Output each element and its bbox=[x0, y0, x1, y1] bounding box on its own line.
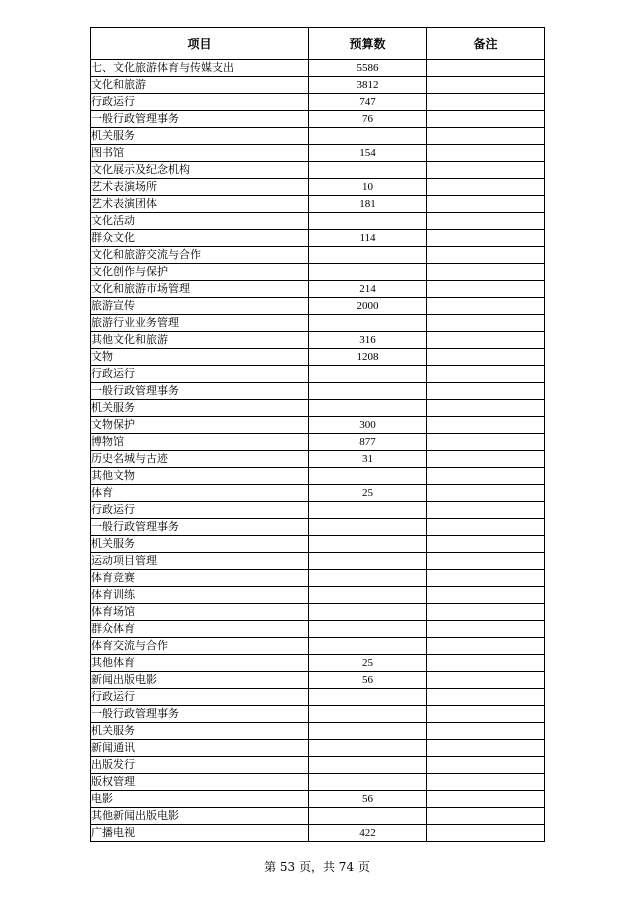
table-row bbox=[91, 604, 545, 621]
row-item-cell: 行政运行 bbox=[91, 502, 309, 519]
table-row bbox=[91, 791, 545, 808]
row-item-cell: 文化和旅游市场管理 bbox=[91, 281, 309, 298]
table-row bbox=[91, 332, 545, 349]
table-row bbox=[91, 689, 545, 706]
table-row bbox=[91, 825, 545, 842]
header-note: 备注 bbox=[427, 28, 545, 60]
table-row bbox=[91, 77, 545, 94]
row-amount-cell: 316 bbox=[309, 332, 427, 349]
row-item-cell: 文化创作与保护 bbox=[91, 264, 309, 281]
row-item-cell: 机关服务 bbox=[91, 536, 309, 553]
row-item-cell: 群众文化 bbox=[91, 230, 309, 247]
row-item-cell: 艺术表演团体 bbox=[91, 196, 309, 213]
row-amount-cell: 25 bbox=[309, 485, 427, 502]
row-item-cell: 博物馆 bbox=[91, 434, 309, 451]
table-row bbox=[91, 196, 545, 213]
table-row bbox=[91, 587, 545, 604]
row-amount-cell bbox=[309, 128, 427, 145]
row-amount-cell bbox=[309, 213, 427, 230]
row-note-cell bbox=[427, 570, 545, 587]
table-row bbox=[91, 111, 545, 128]
table-row bbox=[91, 672, 545, 689]
table-row bbox=[91, 247, 545, 264]
row-note-cell bbox=[427, 757, 545, 774]
row-note-cell bbox=[427, 536, 545, 553]
row-note-cell bbox=[427, 383, 545, 400]
row-note-cell bbox=[427, 502, 545, 519]
row-note-cell bbox=[427, 604, 545, 621]
row-amount-cell: 31 bbox=[309, 451, 427, 468]
row-amount-cell bbox=[309, 689, 427, 706]
table-row bbox=[91, 145, 545, 162]
row-note-cell bbox=[427, 468, 545, 485]
row-note-cell bbox=[427, 638, 545, 655]
row-item-cell: 文化和旅游 bbox=[91, 77, 309, 94]
header-amount: 预算数 bbox=[309, 28, 427, 60]
row-amount-cell: 3812 bbox=[309, 77, 427, 94]
table-row bbox=[91, 366, 545, 383]
row-item-cell: 旅游宣传 bbox=[91, 298, 309, 315]
row-note-cell bbox=[427, 247, 545, 264]
row-amount-cell: 214 bbox=[309, 281, 427, 298]
row-note-cell bbox=[427, 94, 545, 111]
row-note-cell bbox=[427, 808, 545, 825]
row-amount-cell bbox=[309, 757, 427, 774]
row-amount-cell bbox=[309, 774, 427, 791]
row-amount-cell bbox=[309, 706, 427, 723]
table-row bbox=[91, 230, 545, 247]
table-header-row bbox=[91, 28, 545, 60]
row-amount-cell bbox=[309, 366, 427, 383]
table-row bbox=[91, 485, 545, 502]
row-amount-cell: 1208 bbox=[309, 349, 427, 366]
row-note-cell bbox=[427, 655, 545, 672]
row-note-cell bbox=[427, 196, 545, 213]
row-note-cell bbox=[427, 417, 545, 434]
row-note-cell bbox=[427, 723, 545, 740]
row-item-cell: 机关服务 bbox=[91, 400, 309, 417]
row-amount-cell: 56 bbox=[309, 791, 427, 808]
table-row bbox=[91, 519, 545, 536]
row-note-cell bbox=[427, 281, 545, 298]
row-amount-cell: 5586 bbox=[309, 60, 427, 77]
row-note-cell bbox=[427, 264, 545, 281]
row-note-cell bbox=[427, 145, 545, 162]
row-item-cell: 机关服务 bbox=[91, 128, 309, 145]
row-amount-cell bbox=[309, 247, 427, 264]
table-row bbox=[91, 400, 545, 417]
table-row bbox=[91, 451, 545, 468]
row-note-cell bbox=[427, 111, 545, 128]
row-item-cell: 艺术表演场所 bbox=[91, 179, 309, 196]
table-row bbox=[91, 723, 545, 740]
row-item-cell: 电影 bbox=[91, 791, 309, 808]
row-item-cell: 历史名城与古迹 bbox=[91, 451, 309, 468]
row-amount-cell bbox=[309, 621, 427, 638]
row-note-cell bbox=[427, 315, 545, 332]
table-row bbox=[91, 383, 545, 400]
row-amount-cell bbox=[309, 570, 427, 587]
table-row bbox=[91, 740, 545, 757]
row-amount-cell bbox=[309, 519, 427, 536]
table-row bbox=[91, 536, 545, 553]
table-row bbox=[91, 128, 545, 145]
row-item-cell: 旅游行业业务管理 bbox=[91, 315, 309, 332]
row-amount-cell bbox=[309, 264, 427, 281]
row-item-cell: 出版发行 bbox=[91, 757, 309, 774]
row-note-cell bbox=[427, 519, 545, 536]
table-row bbox=[91, 808, 545, 825]
row-amount-cell: 2000 bbox=[309, 298, 427, 315]
row-note-cell bbox=[427, 60, 545, 77]
row-item-cell: 一般行政管理事务 bbox=[91, 706, 309, 723]
row-note-cell bbox=[427, 400, 545, 417]
row-amount-cell: 114 bbox=[309, 230, 427, 247]
row-item-cell: 机关服务 bbox=[91, 723, 309, 740]
row-note-cell bbox=[427, 230, 545, 247]
row-amount-cell bbox=[309, 468, 427, 485]
table-row bbox=[91, 621, 545, 638]
row-item-cell: 体育竞赛 bbox=[91, 570, 309, 587]
row-item-cell: 其他文化和旅游 bbox=[91, 332, 309, 349]
row-note-cell bbox=[427, 451, 545, 468]
row-note-cell bbox=[427, 485, 545, 502]
row-amount-cell: 25 bbox=[309, 655, 427, 672]
row-amount-cell: 300 bbox=[309, 417, 427, 434]
row-item-cell: 其他体育 bbox=[91, 655, 309, 672]
row-note-cell bbox=[427, 162, 545, 179]
row-note-cell bbox=[427, 587, 545, 604]
row-amount-cell bbox=[309, 162, 427, 179]
row-item-cell: 行政运行 bbox=[91, 689, 309, 706]
row-item-cell: 体育训练 bbox=[91, 587, 309, 604]
table-body bbox=[91, 60, 545, 842]
row-item-cell: 其他文物 bbox=[91, 468, 309, 485]
row-amount-cell bbox=[309, 315, 427, 332]
row-item-cell: 一般行政管理事务 bbox=[91, 111, 309, 128]
row-item-cell: 文化展示及纪念机构 bbox=[91, 162, 309, 179]
table-row bbox=[91, 94, 545, 111]
row-amount-cell bbox=[309, 638, 427, 655]
row-note-cell bbox=[427, 774, 545, 791]
row-note-cell bbox=[427, 298, 545, 315]
table-row bbox=[91, 162, 545, 179]
row-amount-cell: 56 bbox=[309, 672, 427, 689]
row-note-cell bbox=[427, 332, 545, 349]
row-amount-cell bbox=[309, 400, 427, 417]
table-row bbox=[91, 570, 545, 587]
row-amount-cell bbox=[309, 740, 427, 757]
row-note-cell bbox=[427, 689, 545, 706]
table-row bbox=[91, 179, 545, 196]
row-item-cell: 文物保护 bbox=[91, 417, 309, 434]
row-note-cell bbox=[427, 706, 545, 723]
row-item-cell: 一般行政管理事务 bbox=[91, 383, 309, 400]
table-row bbox=[91, 417, 545, 434]
row-note-cell bbox=[427, 825, 545, 842]
table-row bbox=[91, 281, 545, 298]
row-note-cell bbox=[427, 213, 545, 230]
row-note-cell bbox=[427, 791, 545, 808]
row-amount-cell bbox=[309, 808, 427, 825]
row-note-cell bbox=[427, 349, 545, 366]
table-row bbox=[91, 213, 545, 230]
row-item-cell: 文化和旅游交流与合作 bbox=[91, 247, 309, 264]
row-item-cell: 一般行政管理事务 bbox=[91, 519, 309, 536]
row-amount-cell: 877 bbox=[309, 434, 427, 451]
table-row bbox=[91, 774, 545, 791]
table-row bbox=[91, 638, 545, 655]
row-note-cell bbox=[427, 553, 545, 570]
row-amount-cell bbox=[309, 587, 427, 604]
row-item-cell: 文物 bbox=[91, 349, 309, 366]
table-row bbox=[91, 434, 545, 451]
table-row bbox=[91, 655, 545, 672]
row-amount-cell bbox=[309, 604, 427, 621]
table-row bbox=[91, 757, 545, 774]
table-row bbox=[91, 502, 545, 519]
row-note-cell bbox=[427, 128, 545, 145]
row-item-cell: 运动项目管理 bbox=[91, 553, 309, 570]
row-note-cell bbox=[427, 179, 545, 196]
row-amount-cell bbox=[309, 723, 427, 740]
row-note-cell bbox=[427, 77, 545, 94]
row-item-cell: 体育 bbox=[91, 485, 309, 502]
row-amount-cell: 154 bbox=[309, 145, 427, 162]
row-amount-cell: 10 bbox=[309, 179, 427, 196]
row-note-cell bbox=[427, 672, 545, 689]
table-row bbox=[91, 60, 545, 77]
row-item-cell: 广播电视 bbox=[91, 825, 309, 842]
row-item-cell: 新闻出版电影 bbox=[91, 672, 309, 689]
row-amount-cell: 747 bbox=[309, 94, 427, 111]
row-amount-cell bbox=[309, 502, 427, 519]
header-item: 项目 bbox=[91, 28, 309, 60]
row-item-cell: 行政运行 bbox=[91, 94, 309, 111]
row-amount-cell: 181 bbox=[309, 196, 427, 213]
row-item-cell: 行政运行 bbox=[91, 366, 309, 383]
row-item-cell: 图书馆 bbox=[91, 145, 309, 162]
row-note-cell bbox=[427, 621, 545, 638]
row-note-cell bbox=[427, 434, 545, 451]
row-item-cell: 体育交流与合作 bbox=[91, 638, 309, 655]
table-row bbox=[91, 706, 545, 723]
row-item-cell: 群众体育 bbox=[91, 621, 309, 638]
table-row bbox=[91, 468, 545, 485]
row-item-cell: 新闻通讯 bbox=[91, 740, 309, 757]
row-item-cell: 七、文化旅游体育与传媒支出 bbox=[91, 60, 309, 77]
row-note-cell bbox=[427, 740, 545, 757]
row-note-cell bbox=[427, 366, 545, 383]
table-row bbox=[91, 553, 545, 570]
row-item-cell: 文化活动 bbox=[91, 213, 309, 230]
row-item-cell: 版权管理 bbox=[91, 774, 309, 791]
budget-table bbox=[90, 27, 545, 842]
row-amount-cell bbox=[309, 553, 427, 570]
page-number: 第 53 页，共 74 页 bbox=[264, 860, 370, 874]
table-row bbox=[91, 349, 545, 366]
table-row bbox=[91, 298, 545, 315]
row-amount-cell bbox=[309, 536, 427, 553]
row-amount-cell: 76 bbox=[309, 111, 427, 128]
table-row bbox=[91, 264, 545, 281]
row-amount-cell bbox=[309, 383, 427, 400]
row-item-cell: 体育场馆 bbox=[91, 604, 309, 621]
row-item-cell: 其他新闻出版电影 bbox=[91, 808, 309, 825]
row-amount-cell: 422 bbox=[309, 825, 427, 842]
table-row bbox=[91, 315, 545, 332]
